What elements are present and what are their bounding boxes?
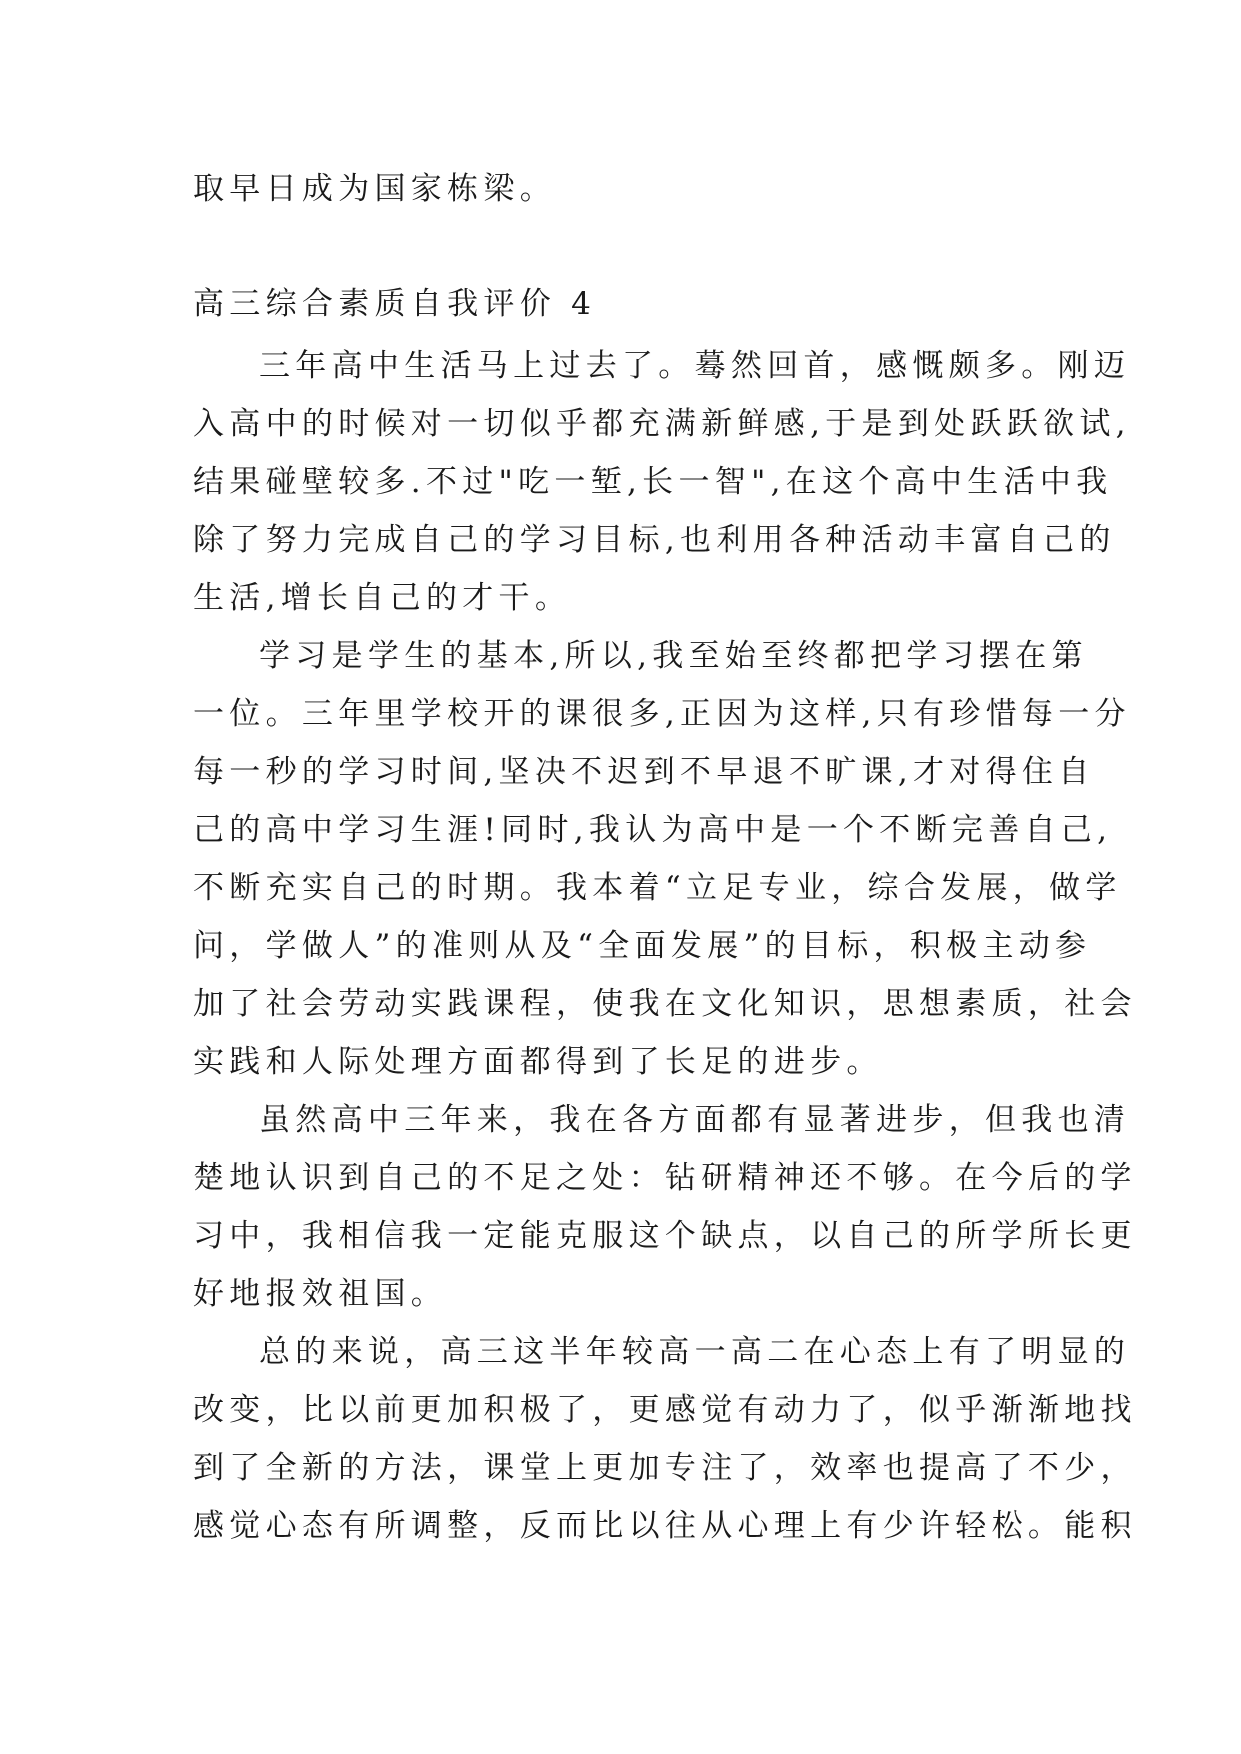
paragraph-line: 除了努力完成自己的学习目标,也利用各种活动丰富自己的 (193, 522, 1116, 558)
heading-line: 高三综合素质自我评价 4 (193, 286, 597, 322)
paragraph-3 (193, 1091, 1137, 1323)
paragraph-line: 习中，我相信我一定能克服这个缺点，以自己的所学所长更 (193, 1218, 1137, 1254)
paragraph-line: 三年高中生活马上过去了。蓦然回首，感慨颇多。刚迈 (259, 348, 1131, 384)
paragraph-line: 到了全新的方法，课堂上更加专注了，效率也提高了不少， (193, 1450, 1137, 1486)
paragraph-line: 入高中的时候对一切似乎都充满新鲜感,于是到处跃跃欲试, (193, 406, 1131, 442)
intro-line: 取早日成为国家栋梁。 (193, 171, 556, 207)
paragraph-2 (193, 627, 1137, 1091)
paragraph-line: 实践和人际处理方面都得到了长足的进步。 (193, 1044, 883, 1080)
intro-text (193, 160, 1053, 218)
paragraph-line: 改变，比以前更加积极了，更感觉有动力了，似乎渐渐地找 (193, 1392, 1137, 1428)
paragraph-line: 生活,增长自己的才干。 (193, 580, 572, 616)
body-text (193, 337, 1137, 1555)
paragraph-line: 感觉心态有所调整，反而比以往从心理上有少许轻松。能积 (193, 1508, 1137, 1544)
paragraph-line: 每一秒的学习时间,坚决不迟到不早退不旷课,才对得住自 (193, 754, 1095, 790)
paragraph-line: 好地报效祖国。 (193, 1276, 448, 1312)
paragraph-line: 虽然高中三年来，我在各方面都有显著进步，但我也清 (259, 1102, 1131, 1138)
paragraph-line: 结果碰壁较多.不过"吃一堑,长一智",在这个高中生活中我 (193, 464, 1113, 500)
section-heading (193, 275, 1053, 333)
paragraph-line: 一位。三年里学校开的课很多,正因为这样,只有珍惜每一分 (193, 696, 1131, 732)
paragraph-line: 楚地认识到自己的不足之处：钻研精神还不够。在今后的学 (193, 1160, 1137, 1196)
paragraph-line: 学习是学生的基本,所以,我至始至终都把学习摆在第 (259, 638, 1088, 674)
paragraph-line: 加了社会劳动实践课程，使我在文化知识，思想素质，社会 (193, 986, 1137, 1022)
paragraph-1 (193, 337, 1131, 627)
paragraph-line: 己的高中学习生涯!同时,我认为高中是一个不断完善自己, (193, 812, 1113, 848)
paragraph-line: 不断充实自己的时期。我本着“立足专业，综合发展，做学 (193, 870, 1122, 906)
paragraph-line: 总的来说，高三这半年较高一高二在心态上有了明显的 (259, 1334, 1131, 1370)
paragraph-line: 问，学做人”的准则从及“全面发展”的目标，积极主动参 (193, 928, 1092, 964)
paragraph-4 (193, 1323, 1137, 1555)
